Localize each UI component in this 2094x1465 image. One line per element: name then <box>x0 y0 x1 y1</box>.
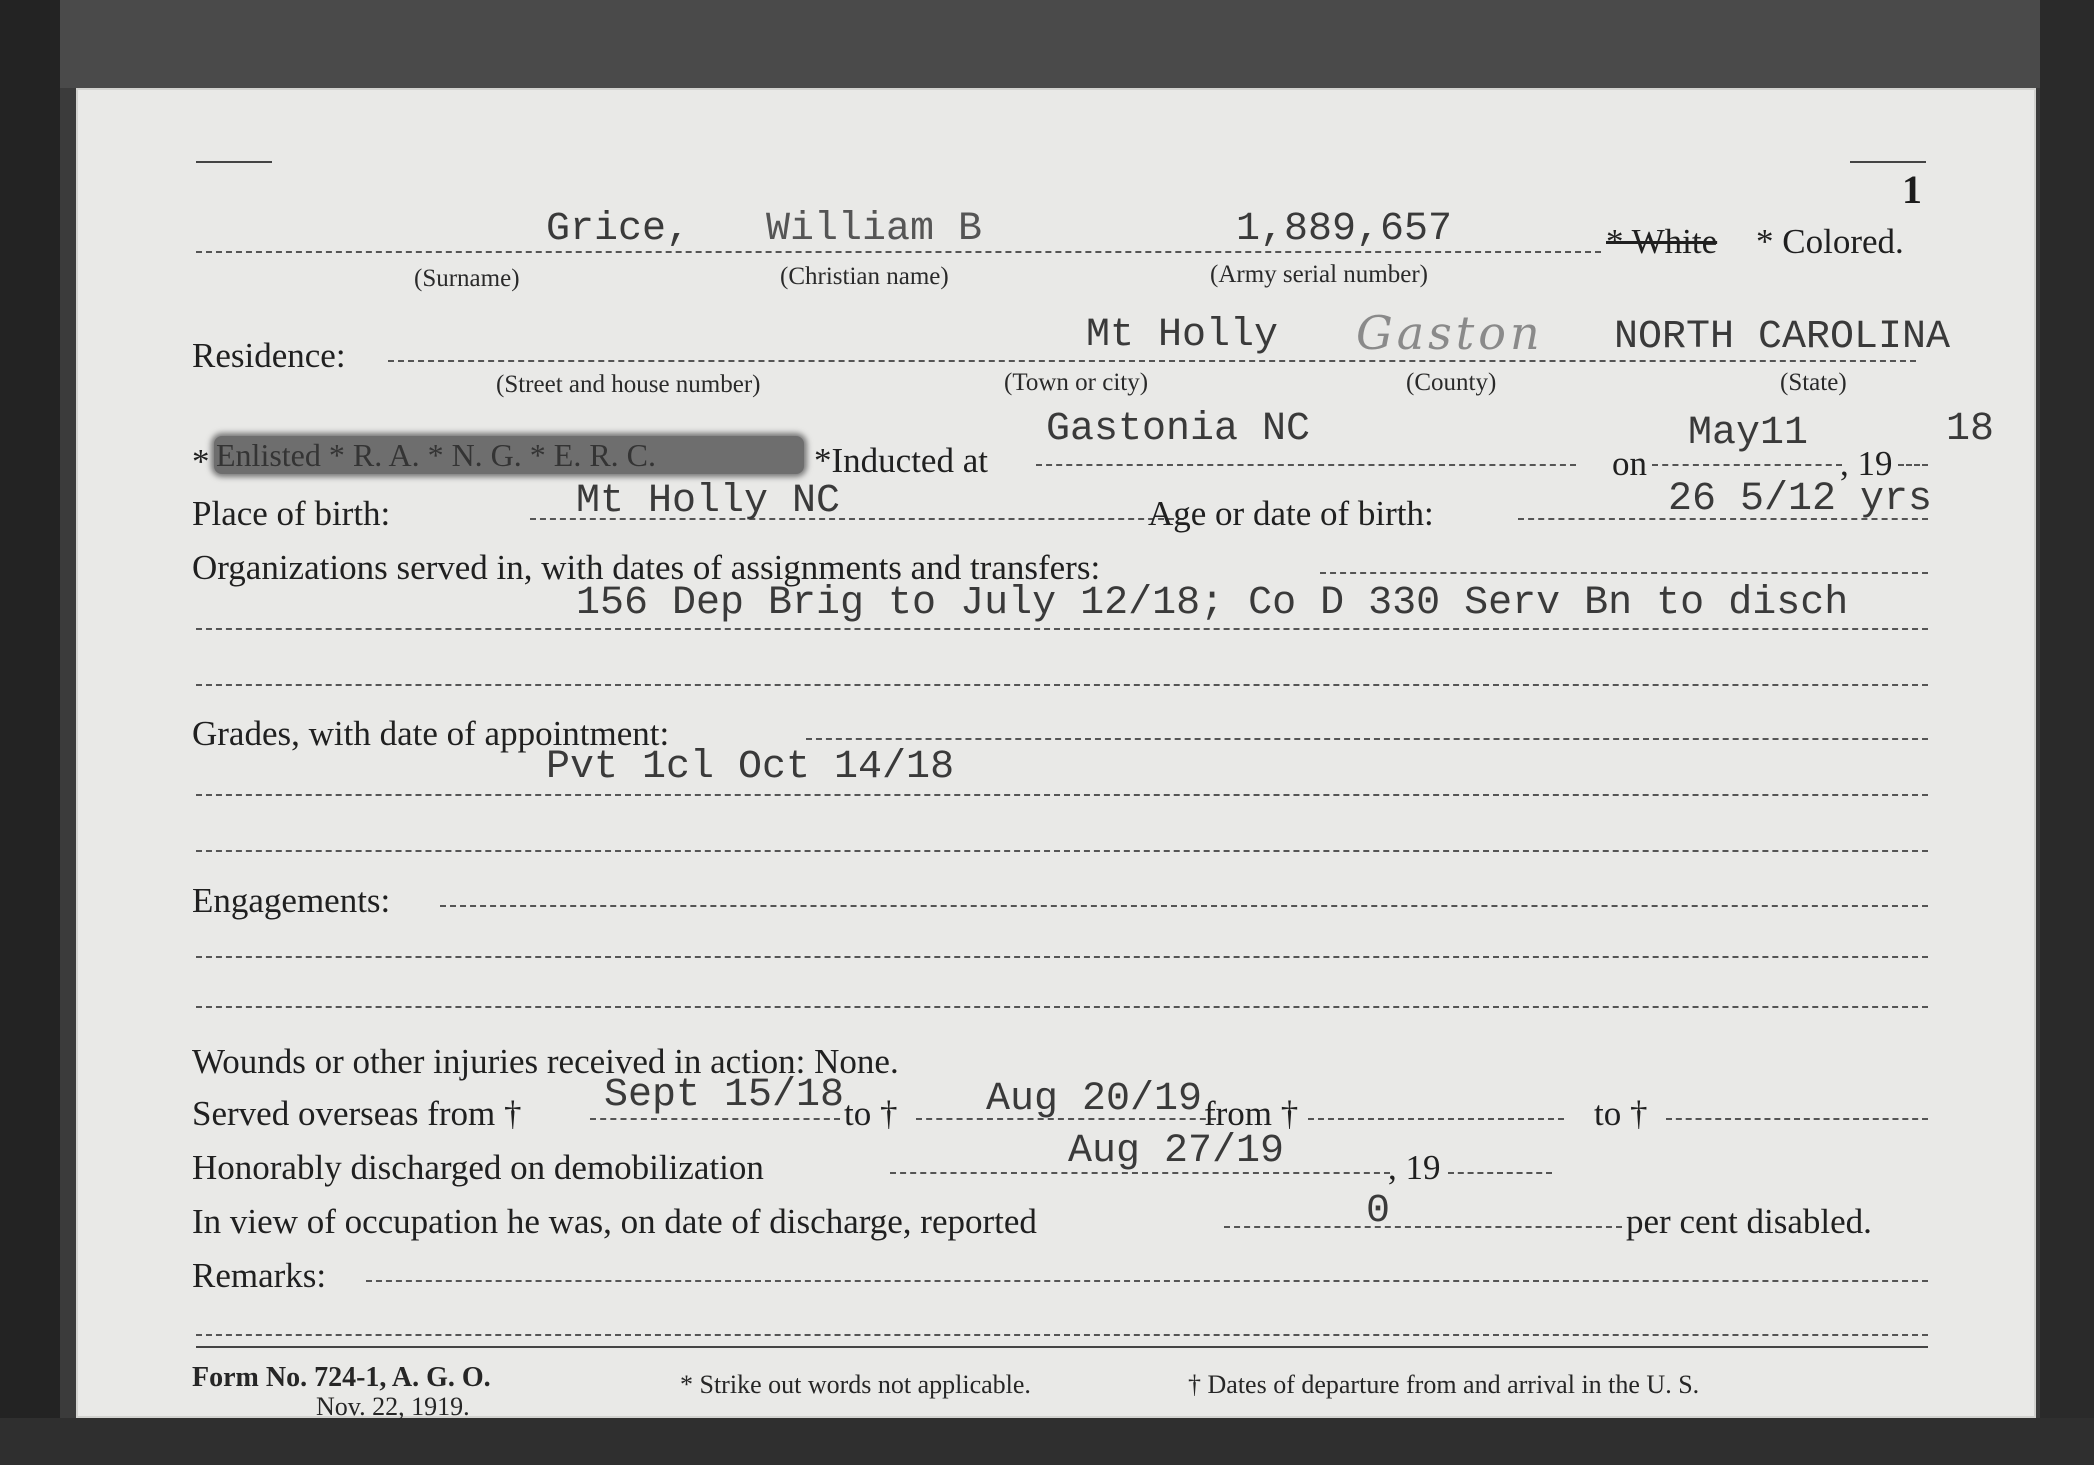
card-number: 1 <box>1902 167 1922 212</box>
on-label: on <box>1612 444 1647 483</box>
residence-state: NORTH CAROLINA <box>1614 315 1951 360</box>
engagements-label: Engagements: <box>192 881 391 920</box>
enlistment-asterisk: * <box>192 442 210 481</box>
engagements-line-1 <box>440 905 1928 907</box>
overseas-label: Served overseas from † <box>192 1094 522 1133</box>
strike-note: * Strike out words not applicable. <box>680 1370 1031 1399</box>
overseas-from2-label: from † <box>1204 1094 1299 1133</box>
disability-label: In view of occupation he was, on date of discharge, reported <box>192 1202 1037 1241</box>
form-number: Form No. 724-1, A. G. O. <box>192 1362 491 1393</box>
disability-value: 0 <box>1366 1189 1391 1234</box>
organizations-label: Organizations served in, with dates of assignments and transfers: <box>192 548 1101 587</box>
residence-label: Residence: <box>192 336 346 375</box>
overseas-from-line <box>590 1118 840 1120</box>
organizations-value: 156 Dep Brig to July 12/18; Co D 330 Serv Bn to disch <box>576 581 1849 626</box>
residence-county: Gaston <box>1356 306 1544 360</box>
remarks-line-2 <box>196 1334 1928 1336</box>
engagements-line-2 <box>196 956 1928 958</box>
wounds-label: Wounds or other injuries received in action: None. <box>192 1042 899 1081</box>
service-record-card <box>76 88 2036 1421</box>
discharge-label: Honorably discharged on demobilization <box>192 1148 764 1187</box>
grades-value: Pvt 1cl Oct 14/18 <box>546 745 955 790</box>
inducted-label: *Inducted at <box>814 441 988 480</box>
corner-rule <box>196 161 272 163</box>
redacted-enlistment-options: Enlisted * R. A. * N. G. * E. R. C. <box>216 437 657 473</box>
year-line <box>1898 464 1928 466</box>
town-caption: (Town or city) <box>1004 369 1149 396</box>
inducted-year-value: 18 <box>1946 407 1995 452</box>
disability-line <box>1224 1226 1622 1228</box>
overseas-to-date: Aug 20/19 <box>986 1077 1203 1122</box>
card-number-rule <box>1850 161 1926 163</box>
organizations-line-3 <box>196 684 1928 686</box>
age-label: Age or date of birth: <box>1148 494 1434 533</box>
residence-line <box>388 360 1916 362</box>
overseas-to2-label: to † <box>1594 1094 1648 1133</box>
year-prefix: , 19 <box>1840 444 1893 483</box>
organizations-line-2 <box>196 628 1928 630</box>
overseas-from2-line <box>1308 1118 1564 1120</box>
remarks-line-1 <box>366 1280 1928 1282</box>
state-caption: (State) <box>1780 369 1847 396</box>
inducted-place-line <box>1036 464 1576 466</box>
grades-line-2 <box>196 794 1928 796</box>
place-of-birth-label: Place of birth: <box>192 494 391 533</box>
grades-label: Grades, with date of appointment: <box>192 714 670 753</box>
surname-caption: (Surname) <box>414 265 520 292</box>
engagements-line-3 <box>196 1006 1928 1008</box>
inducted-date-value: May11 <box>1688 411 1809 456</box>
scan-background-right <box>2040 0 2094 1465</box>
overseas-to2-line <box>1666 1118 1928 1120</box>
inducted-place-value: Gastonia NC <box>1046 407 1311 452</box>
serial-number-caption: (Army serial number) <box>1210 261 1428 288</box>
scan-background-bottom <box>0 1418 2094 1465</box>
christian-name-caption: (Christian name) <box>780 263 949 290</box>
overseas-from-date: Sept 15/18 <box>604 1073 845 1118</box>
place-of-birth-value: Mt Holly NC <box>576 479 841 524</box>
grades-line-3 <box>196 850 1928 852</box>
race-colored-option: * Colored. <box>1756 222 1904 261</box>
discharge-year-line <box>1448 1172 1552 1174</box>
form-date: Nov. 22, 1919. <box>316 1392 470 1421</box>
footer-rule <box>196 1346 1928 1348</box>
serial-number-value: 1,889,657 <box>1236 207 1453 252</box>
discharge-year-suffix: , 19 <box>1388 1148 1441 1187</box>
surname-value: Grice, <box>546 207 691 252</box>
grades-line-1 <box>806 738 1928 740</box>
christian-name-value: William B <box>766 207 983 252</box>
discharge-date: Aug 27/19 <box>1068 1129 1285 1174</box>
date-line <box>1652 464 1842 466</box>
age-value: 26 5/12 yrs <box>1668 477 1933 522</box>
disability-suffix: per cent disabled. <box>1626 1202 1872 1241</box>
race-white-option: * White <box>1606 222 1718 261</box>
dates-note: † Dates of departure from and arrival in the U. S. <box>1188 1370 1700 1399</box>
county-caption: (County) <box>1406 369 1497 396</box>
residence-town: Mt Holly <box>1086 313 1279 358</box>
remarks-label: Remarks: <box>192 1256 327 1295</box>
organizations-line-1 <box>1320 572 1928 574</box>
overseas-to-label: to † <box>844 1094 898 1133</box>
scan-background-top <box>0 0 2094 88</box>
street-caption: (Street and house number) <box>496 371 761 398</box>
scan-background-left <box>0 0 60 1465</box>
